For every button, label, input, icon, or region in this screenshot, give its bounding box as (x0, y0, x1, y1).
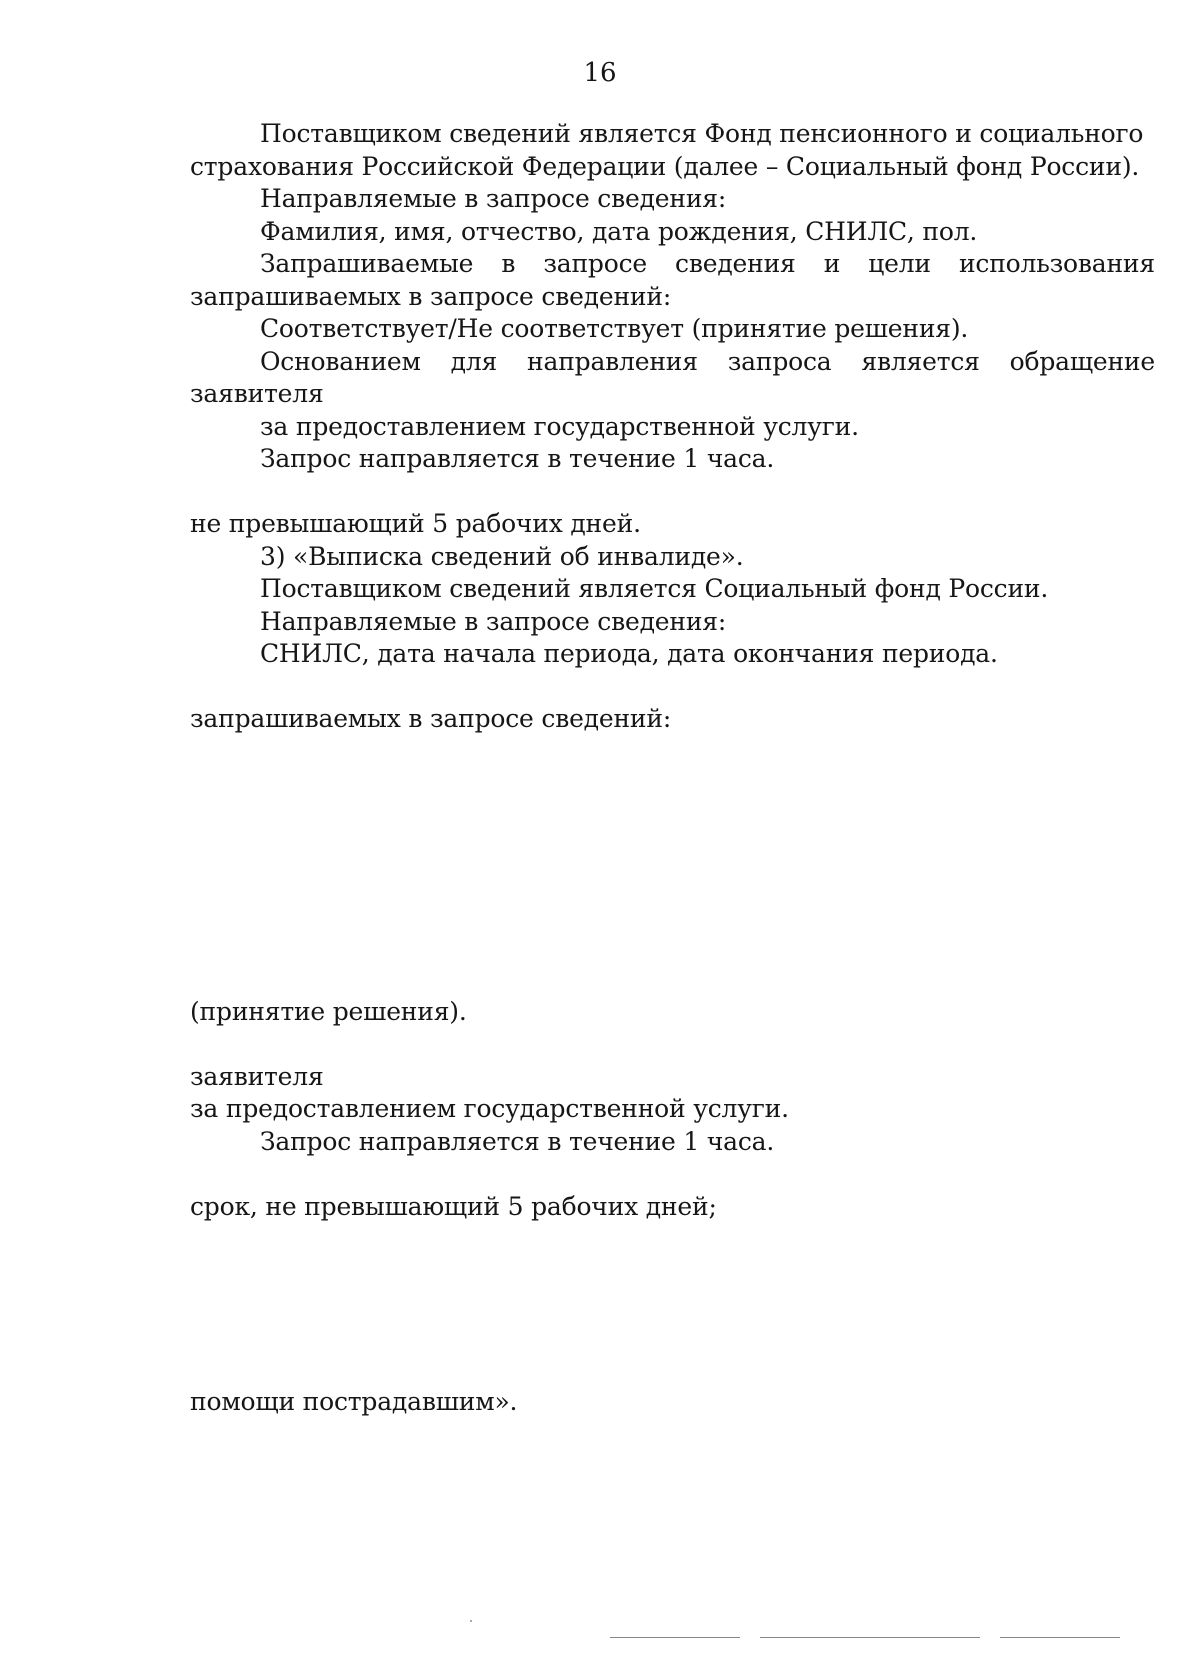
text-line (190, 1418, 1155, 1451)
text-line (190, 1158, 1155, 1191)
text-word: является (861, 346, 980, 376)
page-number: 16 (583, 58, 617, 88)
text-word: обращение (1009, 346, 1155, 376)
text-line (190, 1288, 1155, 1321)
text-word: использования (958, 249, 1155, 278)
text-word: и (823, 249, 841, 278)
text-line (190, 1256, 1155, 1289)
text-line: запрашиваемых в запросе сведений: (190, 281, 672, 311)
text-line: Поставщиком сведений является Социальный фонд России. (260, 574, 1049, 603)
text-line: Соответствует/Не соответствует (принятие решения). (260, 314, 969, 343)
text-line: Направляемые в запросе сведения: (260, 606, 727, 636)
text-line (190, 1353, 1155, 1386)
text-line (190, 1028, 1155, 1061)
scan-artifact-line (760, 1637, 980, 1638)
text-word: направления (527, 346, 698, 376)
text-line: помощи пострадавшим». (190, 1386, 518, 1416)
text-line: Направляемые в запросе сведения: (260, 184, 727, 213)
text-line (190, 248, 1155, 281)
text-word: цели (868, 249, 931, 278)
scan-artifact-line (1000, 1637, 1120, 1638)
text-line: заявителя (190, 379, 324, 408)
text-line (190, 1483, 1155, 1516)
text-line: запрашиваемых в запросе сведений: (190, 704, 672, 733)
text-word: сведения (675, 249, 796, 278)
text-line: не превышающий 5 рабочих дней. (190, 509, 641, 538)
text-line: страхования Российской Федерации (далее – Социальный фонд России). (190, 151, 1140, 181)
text-word: Основанием (260, 346, 421, 376)
text-line: за предоставлением государственной услуги. (260, 411, 859, 441)
text-line (190, 898, 1155, 931)
text-line (190, 1223, 1155, 1256)
text-line: (принятие решения). (190, 996, 467, 1026)
text-word: Запрашиваемые (260, 249, 474, 278)
text-word: запросе (543, 249, 647, 278)
text-line (190, 768, 1155, 801)
text-word: в (501, 249, 516, 278)
text-line (190, 346, 1155, 379)
text-line: Поставщиком сведений является Фонд пенсионного и социального (260, 119, 1144, 148)
text-line: за предоставлением государственной услуги. (190, 1094, 789, 1123)
text-line (190, 1321, 1155, 1354)
text-line: СНИЛС, дата начала периода, дата окончания периода. (260, 639, 998, 668)
text-line (190, 833, 1155, 866)
text-word: для (450, 346, 498, 376)
text-line (190, 736, 1155, 769)
text-line (190, 866, 1155, 899)
text-line: срок, не превышающий 5 рабочих дней; (190, 1191, 717, 1221)
text-line (190, 671, 1155, 704)
text-line: Запрос направляется в течение 1 часа. (260, 1126, 775, 1156)
text-line: заявителя (190, 1061, 324, 1091)
text-line (190, 963, 1155, 996)
text-line: 3) «Выписка сведений об инвалиде». (260, 541, 744, 571)
text-line: Запрос направляется в течение 1 часа. (260, 444, 775, 473)
text-word: запроса (727, 346, 832, 376)
document-body (190, 118, 1155, 1516)
text-line (190, 476, 1155, 509)
text-line: Фамилия, имя, отчество, дата рождения, СНИЛС, пол. (260, 216, 978, 246)
text-line (190, 1451, 1155, 1484)
text-line (190, 931, 1155, 964)
text-line (190, 801, 1155, 834)
scan-speck (470, 1620, 472, 1622)
scan-artifact-line (610, 1637, 740, 1638)
